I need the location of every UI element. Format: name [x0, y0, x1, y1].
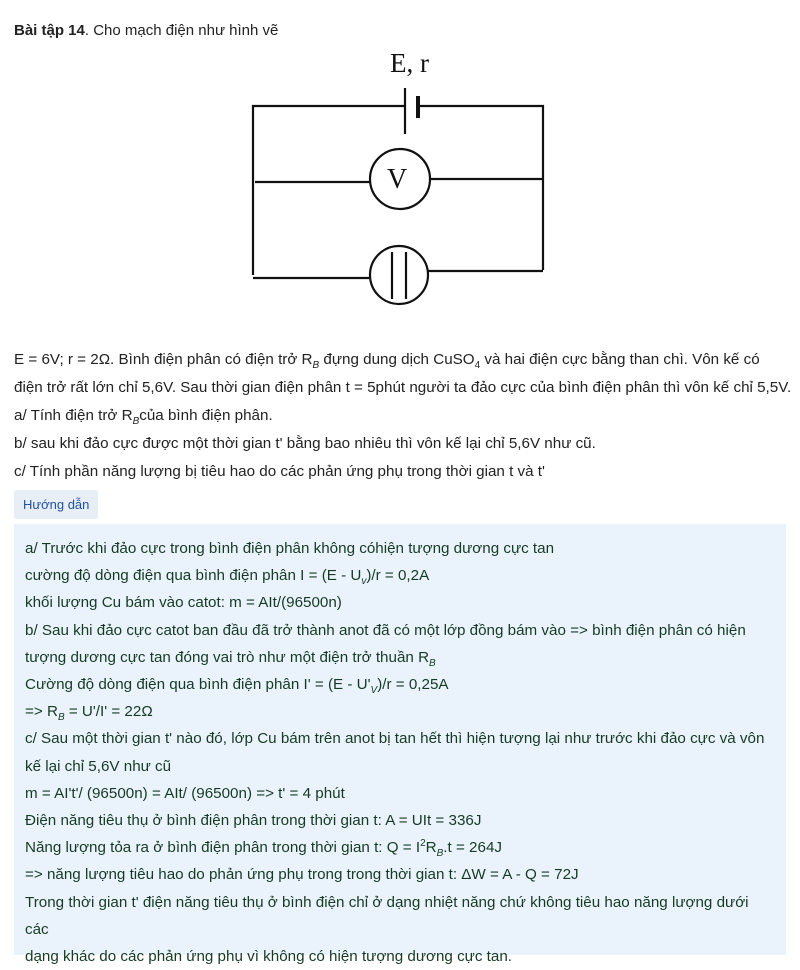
wire-left-top — [253, 106, 408, 275]
solution-line: => năng lượng tiêu hao do phản ứng phụ trong trong thời gian t: ΔW = A - Q = 72J — [25, 866, 579, 884]
solution-line: dạng khác do các phản ứng phụ vì không có hiện tượng dương cực tan. — [25, 948, 512, 966]
subscript: 4 — [474, 360, 481, 372]
text: tượng dương cực tan đóng vai trò như một điện trở thuần R — [25, 648, 430, 666]
circuit-svg — [245, 42, 555, 322]
text: )/r = 0,25A — [377, 676, 449, 694]
circuit-diagram — [245, 42, 555, 322]
voltmeter-label: V — [387, 164, 408, 195]
solution-line — [25, 834, 776, 861]
subscript: B — [57, 712, 65, 724]
text: R — [425, 839, 437, 857]
solution-line: khối lượng Cu bám vào catot: m = AIt/(96500n) — [25, 594, 342, 612]
exercise-intro: . Cho mạch điện như hình vẽ — [84, 22, 279, 39]
problem-line — [14, 402, 794, 430]
text: đựng dung dịch CuSO — [319, 351, 475, 368]
text: E = 6V; r = 2Ω. Bình điện phân có điện trở R — [14, 351, 313, 368]
subscript: B — [312, 360, 320, 372]
text: => R — [25, 703, 58, 721]
problem-statement — [14, 346, 794, 486]
guide-button[interactable]: Hướng dẫn — [14, 490, 98, 519]
exercise-title — [14, 20, 278, 42]
problem-line: b/ sau khi đảo cực được một thời gian t' bằng bao nhiêu thì vôn kế lại chỉ 5,6V như cũ. — [14, 435, 596, 452]
cell-circle — [370, 246, 428, 304]
text: = U'/I' = 22Ω — [64, 703, 153, 721]
solution-line: c/ Sau một thời gian t' nào đó, lớp Cu bám trên anot bị tan hết thì hiện tượng lại như trước khi đảo cực và vôn — [25, 730, 765, 748]
solution-line: Điện năng tiêu thụ ở bình điện phân trong thời gian t: A = UIt = 336J — [25, 812, 482, 830]
wire-right-top — [418, 106, 543, 270]
problem-line — [14, 346, 794, 374]
solution-panel — [14, 524, 786, 966]
subscript: B — [429, 657, 436, 669]
subscript: V — [370, 685, 378, 697]
subscript: v — [361, 576, 367, 588]
solution-line — [25, 644, 776, 671]
solution-line: m = AI't'/ (96500n) = AIt/ (96500n) => t' = 4 phút — [25, 784, 345, 802]
subscript: B — [132, 416, 140, 428]
text: )/r = 0,2A — [366, 567, 430, 585]
solution-line: Trong thời gian t' điện năng tiêu thụ ở bình điện chỉ ở dạng nhiệt năng chứ không tiêu hao năng lượng dưới các — [25, 893, 749, 938]
text: cường độ dòng điện qua bình điện phân I = (E - U — [25, 567, 362, 585]
text: .t = 264J — [443, 839, 502, 857]
text: Năng lượng tỏa ra ở bình điện phân trong thời gian t: Q = I — [25, 839, 421, 857]
solution-line: b/ Sau khi đảo cực catot ban đầu đã trở thành anot đã có một lớp đồng bám vào => bình điện phân có hiện — [25, 621, 746, 639]
solution-line — [25, 562, 776, 589]
solution-line — [25, 671, 776, 698]
source-label: E, r — [390, 48, 429, 78]
solution-line: a/ Trước khi đảo cực trong bình điện phân không cóhiện tượng dương cực tan — [25, 540, 555, 557]
text: của bình điện phân. — [139, 407, 273, 424]
problem-line: c/ Tính phần năng lượng bị tiêu hao do các phản ứng phụ trong thời gian t và t' — [14, 463, 545, 480]
solution-line: kế lại chỉ 5,6V như cũ — [25, 757, 172, 775]
text: Cường độ dòng điện qua bình điện phân I' = (E - U' — [25, 676, 371, 694]
text: và hai điện cực bằng than chì. Vôn kế có — [480, 351, 760, 368]
solution-line — [25, 698, 776, 725]
text: a/ Tính điện trở R — [14, 407, 133, 424]
superscript: 2 — [420, 838, 426, 850]
subscript: B — [436, 848, 444, 860]
exercise-label: Bài tập 14 — [14, 22, 85, 39]
problem-line: điện trở rất lớn chỉ 5,6V. Sau thời gian điện phân t = 5phút người ta đảo cực của bình điện phân thì vôn kế chỉ 5,5V. — [14, 379, 792, 396]
